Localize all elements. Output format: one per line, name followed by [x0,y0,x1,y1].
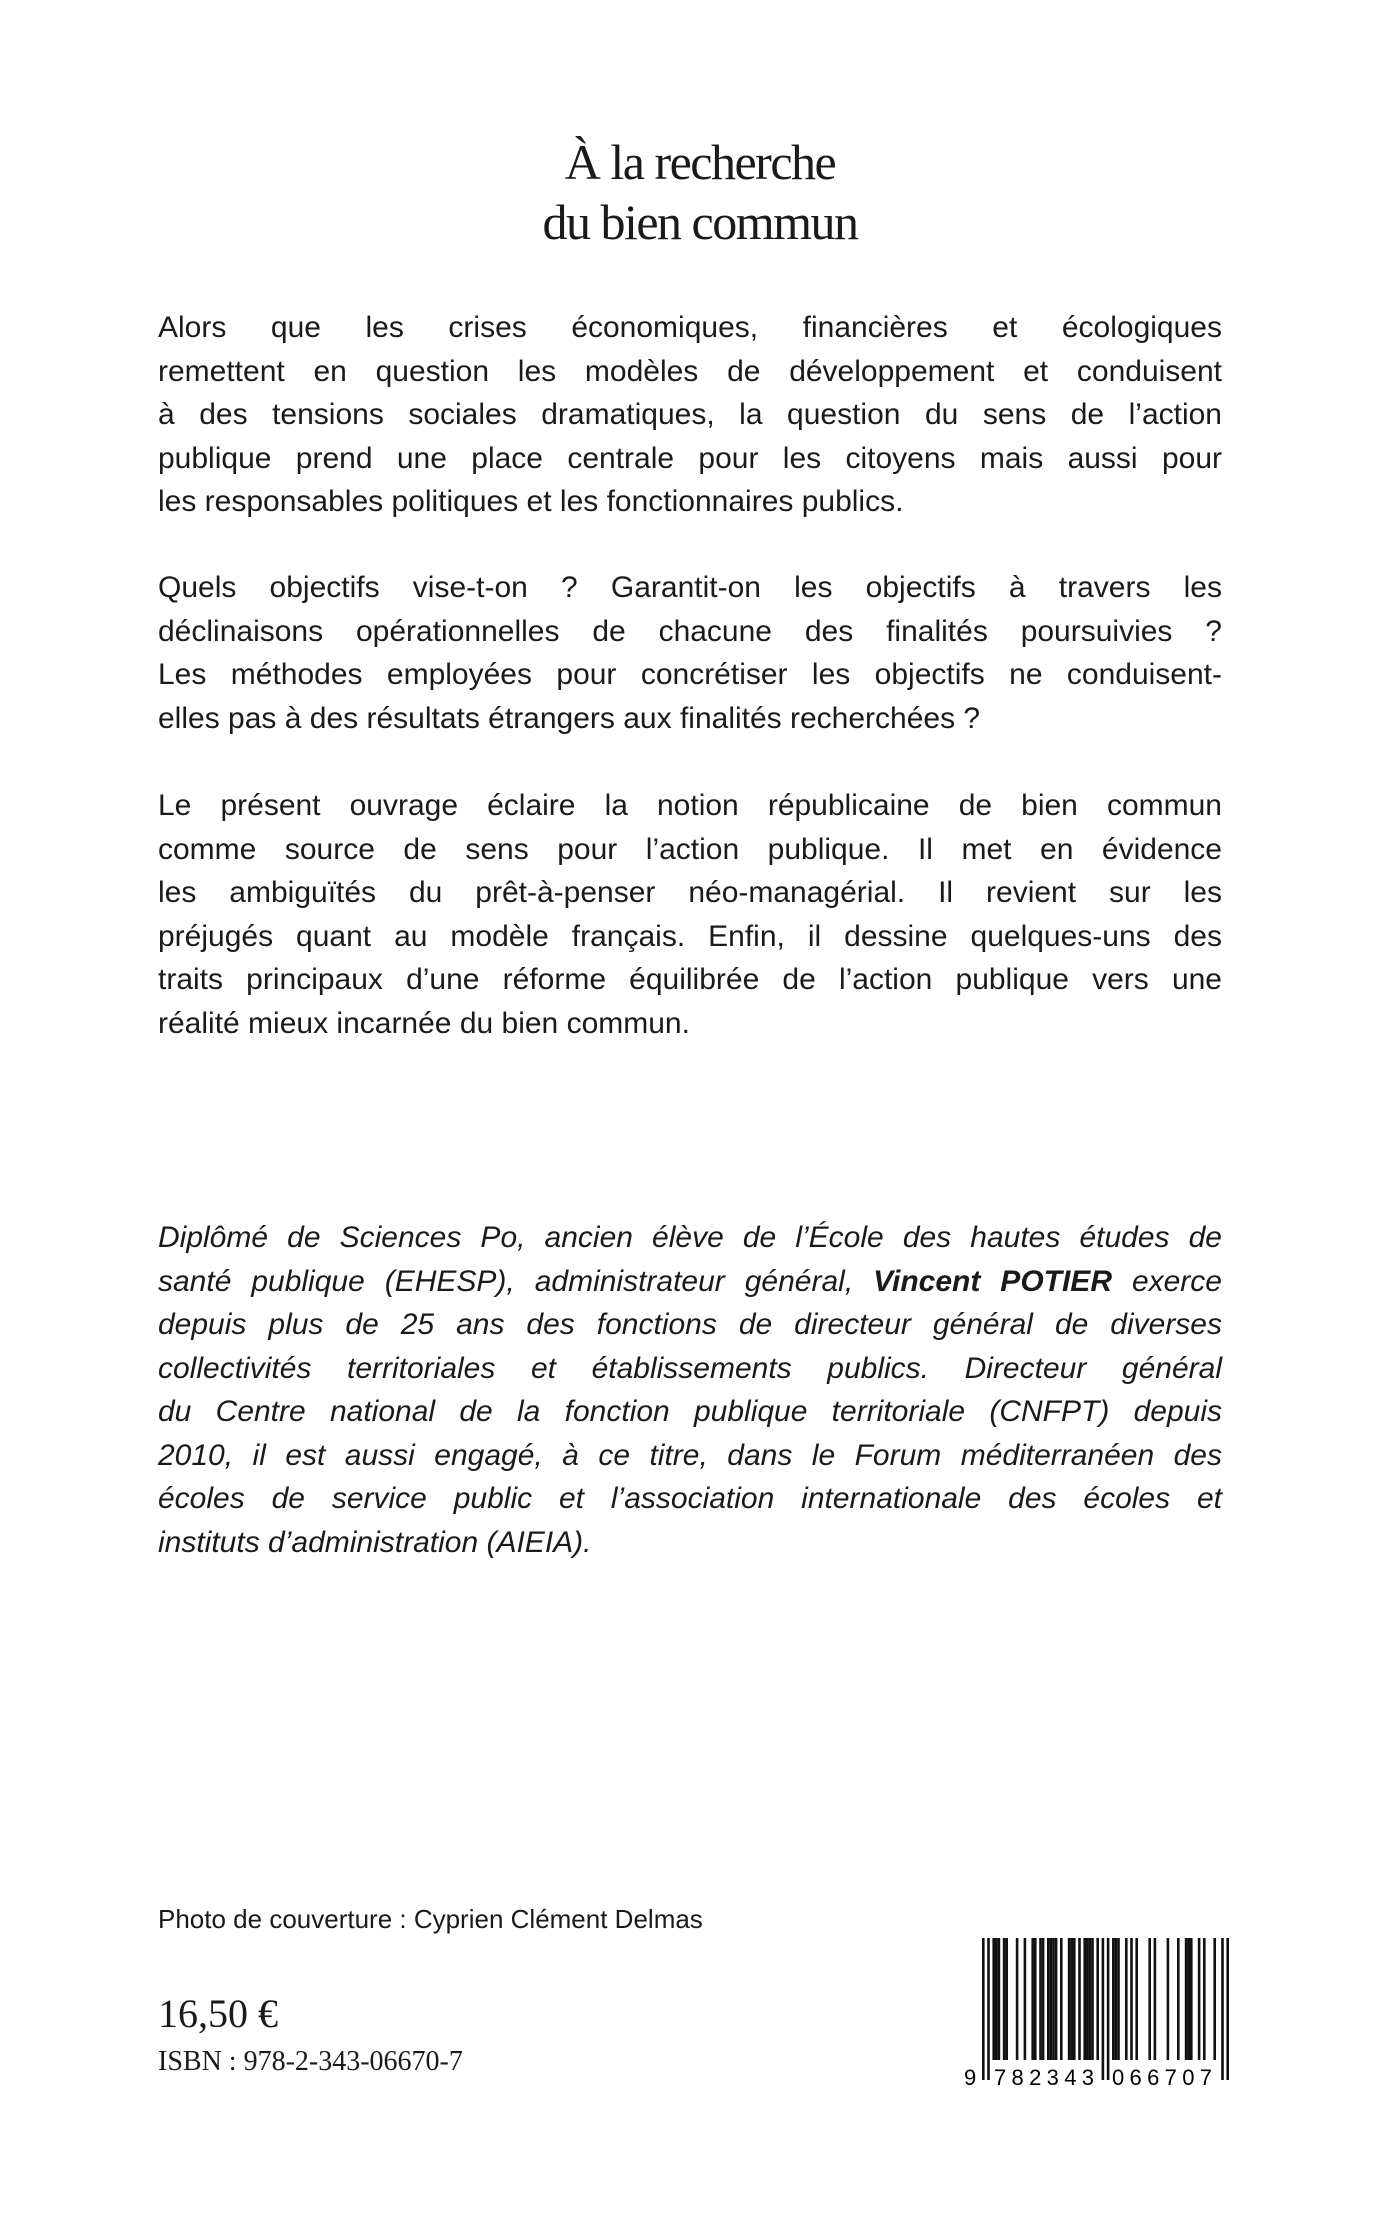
text-line: traits principaux d’une réforme équilibrée de l’action publique vers une [158,963,1222,996]
photo-credit: Photo de couverture : Cyprien Clément Delmas [158,1904,703,1934]
text-line: elles pas à des résultats étrangers aux finalités recherchées ? [158,701,981,735]
barcode-left-digits: 782343 [994,2065,1094,2088]
text-line: remettent en question les modèles de développement et conduisent [158,354,1222,388]
barcode-bar [1039,1938,1042,2060]
barcode-bar [1050,1938,1053,2060]
barcode-bar [1112,1938,1115,2060]
text-line: 2010, il est aussi engagé, à ce titre, dans le Forum méditerranéen des [158,1438,1222,1472]
barcode-bar [1034,1938,1037,2060]
barcode-bar [1042,1938,1045,2060]
barcode-bar [1148,1938,1151,2060]
barcode-bar [1096,1938,1099,2060]
barcode-bar [1055,1938,1058,2060]
text-line: déclinaisons opérationnelles de chacune des finalités poursuivies ? [158,614,1222,648]
text-line: Quels objectifs vise-t-on ? Garantit-on les objectifs à travers les [158,571,1222,604]
text-line: Diplômé de Sciences Po, ancien élève de l’École des hautes études de [158,1221,1222,1254]
barcode-bar [1117,1938,1120,2060]
barcode-bar [1107,1938,1110,2080]
title-line-1: À la recherche [564,134,836,190]
text-line: écoles de service public et l’association internationale des écoles et [158,1482,1222,1515]
barcode-bar [1115,1938,1118,2060]
barcode-bar [1060,1938,1063,2060]
barcode-bar [1221,1938,1224,2080]
barcode-bar [998,1938,1001,2060]
text-line: préjugés quant au modèle français. Enfin, il dessine quelques-uns des [158,919,1222,953]
barcode-bar [1203,1938,1206,2060]
text-line: Alors que les crises économiques, financières et écologiques [158,311,1222,344]
author-name: Vincent POTIER [873,1264,1112,1298]
barcode-bar [1135,1938,1138,2060]
text-line: collectivités territoriales et établissements publics. Directeur général [158,1351,1222,1385]
barcode-bar [1102,1938,1105,2080]
text-line [158,1260,1222,1304]
barcode-bar [1187,1938,1190,2060]
barcode-bar [982,1938,985,2080]
author-bio [158,1216,1222,1564]
barcode-bar [1185,1938,1188,2060]
barcode-bar [1016,1938,1019,2060]
text-line: du Centre national de la fonction publique territoriale (CNFPT) depuis [158,1395,1222,1428]
text-line: depuis plus de 25 ans des fonctions de directeur général de diverses [158,1308,1222,1341]
barcode-bar [1226,1938,1229,2080]
text-line: instituts d’administration (AIEIA). [158,1525,592,1559]
barcode-bar [1086,1938,1089,2060]
barcode-bar [992,1938,995,2060]
barcode-bar [1078,1938,1081,2060]
bio-text: santé publique (EHESP), administrateur général, [158,1264,874,1298]
barcode-bar [1190,1938,1193,2060]
barcode-right-digits: 066707 [1112,2065,1212,2088]
barcode-bar [1091,1938,1094,2060]
barcode-first-digit: 9 [964,2065,977,2088]
text-line: Les méthodes employées pour concrétiser les objectifs ne conduisent- [158,658,1222,691]
barcode-bar [1024,1938,1027,2060]
barcode-bar [1154,1938,1157,2060]
text-line: réalité mieux incarnée du bien commun. [158,1006,690,1040]
barcode-bar [995,1938,998,2060]
text-line: à des tensions sociales dramatiques, la question du sens de l’action [158,398,1222,431]
bio-text: exerce [1111,1264,1222,1298]
summary-paragraph-1 [158,306,1222,524]
summary-paragraph-2 [158,566,1222,740]
barcode-bar [1198,1938,1201,2060]
summary-paragraph-3 [158,784,1222,1045]
barcode-bar [1031,1938,1034,2060]
barcode-bar [1130,1938,1133,2060]
text-line: Le présent ouvrage éclaire la notion républicaine de bien commun [158,789,1222,822]
barcode-bar [987,1938,990,2080]
barcode-bar [1073,1938,1076,2060]
title-line-2: du bien commun [542,194,858,250]
barcode-bar [1047,1938,1050,2060]
text-line: les responsables politiques et les fonctionnaires publics. [158,485,904,518]
barcode-bar [1089,1938,1092,2060]
barcode-bar [1068,1938,1071,2060]
book-title [0,132,1400,252]
barcode-bar [1125,1938,1128,2060]
text-line: publique prend une place centrale pour les citoyens mais aussi pour [158,441,1222,475]
text-line: les ambiguïtés du prêt-à-penser néo-managérial. Il revient sur les [158,876,1222,909]
isbn: ISBN : 978-2-343-06670-7 [158,2046,463,2077]
barcode-bar [1070,1938,1073,2060]
barcode-bar [1005,1938,1008,2060]
barcode-bar [1177,1938,1180,2060]
barcode-bar [1052,1938,1055,2060]
price: 16,50 € [158,1991,278,2036]
barcode-bar [1003,1938,1006,2060]
text-line: comme source de sens pour l’action publique. Il met en évidence [158,832,1222,866]
barcode-bar [1083,1938,1086,2060]
barcode-bar [1167,1938,1170,2060]
barcode [962,1936,1237,2088]
barcode-bar [1213,1938,1216,2060]
